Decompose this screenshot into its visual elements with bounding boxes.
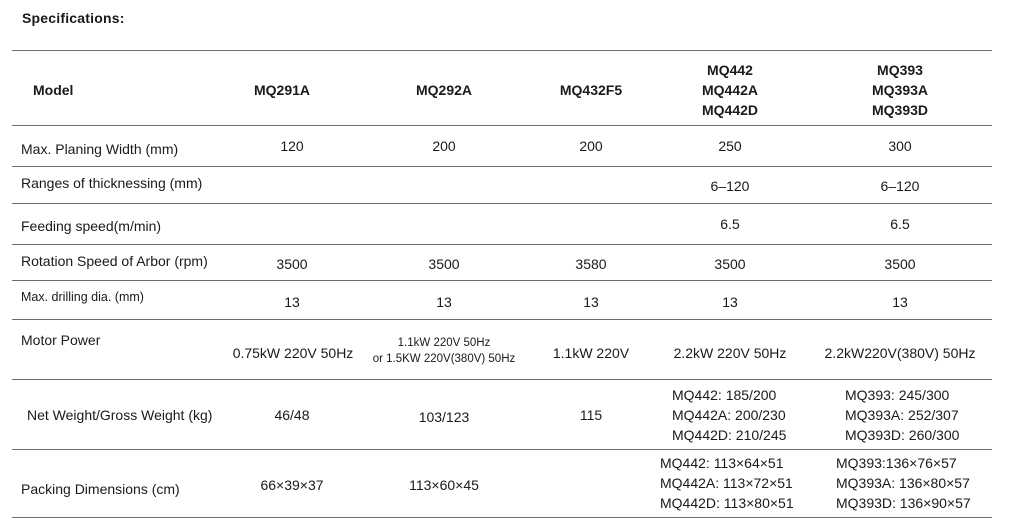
- header-model-mq432f5: MQ432F5: [559, 82, 623, 98]
- table-cell: 3500: [276, 256, 308, 272]
- table-cell: MQ393: 245/300 MQ393A: 252/307 MQ393D: 260/300: [845, 387, 960, 443]
- row-label-drilling-dia: Max. drilling dia. (mm): [21, 290, 144, 304]
- table-cell: 250: [718, 138, 742, 154]
- header-model-mq393: MQ393 MQ393A MQ393D: [871, 62, 929, 118]
- table-cell: 113×60×45: [409, 477, 479, 493]
- table-cell: 103/123: [418, 409, 470, 425]
- table-cell: 200: [432, 138, 456, 154]
- row-label-motor-power: Motor Power: [21, 332, 101, 348]
- table-cell: 3580: [575, 256, 607, 272]
- table-cell: 3500: [428, 256, 460, 272]
- table-rule: [12, 319, 992, 320]
- table-cell: 2.2kW220V(380V) 50Hz: [824, 345, 976, 361]
- table-cell: 120: [280, 138, 304, 154]
- table-rule: [12, 166, 992, 167]
- table-cell: 13: [583, 294, 599, 310]
- table-rule-bottom: [12, 517, 992, 518]
- row-label-planing-width: Max. Planing Width (mm): [21, 141, 179, 157]
- table-cell: 115: [579, 407, 603, 423]
- row-label-thicknessing: Ranges of thicknessing (mm): [21, 175, 203, 191]
- table-cell: 300: [888, 138, 912, 154]
- table-cell: 6.5: [890, 216, 910, 232]
- header-model-mq442: MQ442 MQ442A MQ442D: [701, 62, 759, 118]
- table-rule: [12, 449, 992, 450]
- row-label-feeding-speed: Feeding speed(m/min): [21, 218, 162, 234]
- table-cell: 1.1kW 220V 50Hz or 1.5KW 220V(380V) 50Hz: [372, 337, 516, 365]
- table-cell: MQ442: 113×64×51 MQ442A: 113×72×51 MQ442D: 113×80×51: [660, 455, 794, 511]
- table-cell: MQ393:136×76×57 MQ393A: 136×80×57 MQ393D: 136×90×57: [836, 455, 971, 511]
- table-rule: [12, 244, 992, 245]
- header-model-mq292a: MQ292A: [415, 82, 473, 98]
- table-cell: 13: [892, 294, 908, 310]
- table-rule: [12, 203, 992, 204]
- table-rule: [12, 379, 992, 380]
- table-cell: 6.5: [720, 216, 740, 232]
- table-cell: 3500: [714, 256, 746, 272]
- table-rule: [12, 125, 992, 126]
- table-cell: 6–120: [880, 178, 920, 194]
- table-rule-top: [12, 50, 992, 51]
- table-cell: 200: [579, 138, 603, 154]
- table-cell: 0.75kW 220V 50Hz: [232, 345, 354, 361]
- table-rule: [12, 280, 992, 281]
- row-label-net-gross-weight: Net Weight/Gross Weight (kg): [27, 407, 213, 423]
- row-label-packing-dimensions: Packing Dimensions (cm): [21, 481, 180, 497]
- header-model-label: Model: [33, 82, 74, 98]
- row-label-rotation-speed: Rotation Speed of Arbor (rpm): [21, 253, 208, 269]
- table-cell: MQ442: 185/200 MQ442A: 200/230 MQ442D: 210/245: [672, 387, 787, 443]
- header-model-mq291a: MQ291A: [253, 82, 311, 98]
- table-cell: 66×39×37: [260, 477, 324, 493]
- table-cell: 6–120: [710, 178, 750, 194]
- table-cell: 2.2kW 220V 50Hz: [673, 345, 787, 361]
- page-title: Specifications:: [22, 10, 125, 26]
- table-cell: 13: [722, 294, 738, 310]
- table-cell: 46/48: [274, 407, 310, 423]
- table-cell: 13: [436, 294, 452, 310]
- table-cell: 3500: [884, 256, 916, 272]
- table-cell: 1.1kW 220V: [552, 345, 630, 361]
- table-cell: 13: [284, 294, 300, 310]
